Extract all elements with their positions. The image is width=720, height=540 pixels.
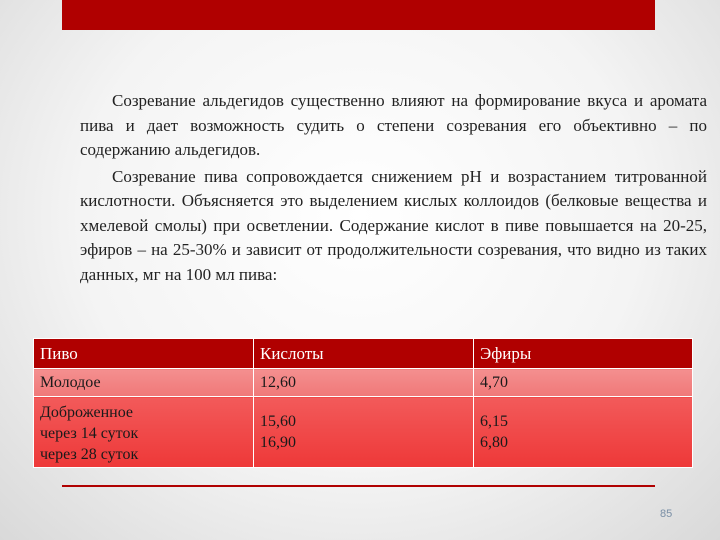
header-esters: Эфиры <box>474 339 693 369</box>
beer-maturation-table <box>33 338 693 468</box>
header-beer: Пиво <box>34 339 254 369</box>
cell-esters: 4,70 <box>474 369 693 397</box>
table-header-row <box>34 339 693 369</box>
cell-line: 6,15 <box>480 413 508 430</box>
paragraph-2: Созревание пива сопровождается снижением рН и возрастанием титрованной кислотности. Объясняется это выделением кислых коллоидов (белковые вещества и хмелевой смолы) при осветлении. Содержание кислот в пиве повышается на 20-25, эфиров – на 25-30% и зависит от продолжительности созревания, что видно из таких данных, мг на 100 мл пива: <box>80 166 707 284</box>
cell-acids <box>254 397 474 468</box>
table-row <box>34 397 693 468</box>
cell-line: 15,60 <box>260 413 296 430</box>
cell-esters <box>474 397 693 468</box>
cell-line: Доброженное <box>40 403 134 421</box>
cell-acids: 12,60 <box>254 369 474 397</box>
cell-line: через 28 суток <box>40 445 139 463</box>
cell-line: 6,80 <box>480 434 508 451</box>
page-number: 85 <box>660 508 673 520</box>
bottom-divider <box>62 485 655 487</box>
paragraph-1: Созревание альдегидов существенно влияют на формирование вкуса и аромата пива и дает возможность судить о степени созревания его объективно – по содержанию альдегидов. <box>80 91 707 159</box>
slide-body-text <box>80 89 707 287</box>
top-accent-bar <box>62 0 655 30</box>
cell-line: 16,90 <box>260 434 296 451</box>
cell-beer <box>34 397 254 468</box>
table-row <box>34 369 693 397</box>
cell-line: через 14 суток <box>40 424 139 442</box>
header-acids: Кислоты <box>254 339 474 369</box>
cell-beer: Молодое <box>34 369 254 397</box>
